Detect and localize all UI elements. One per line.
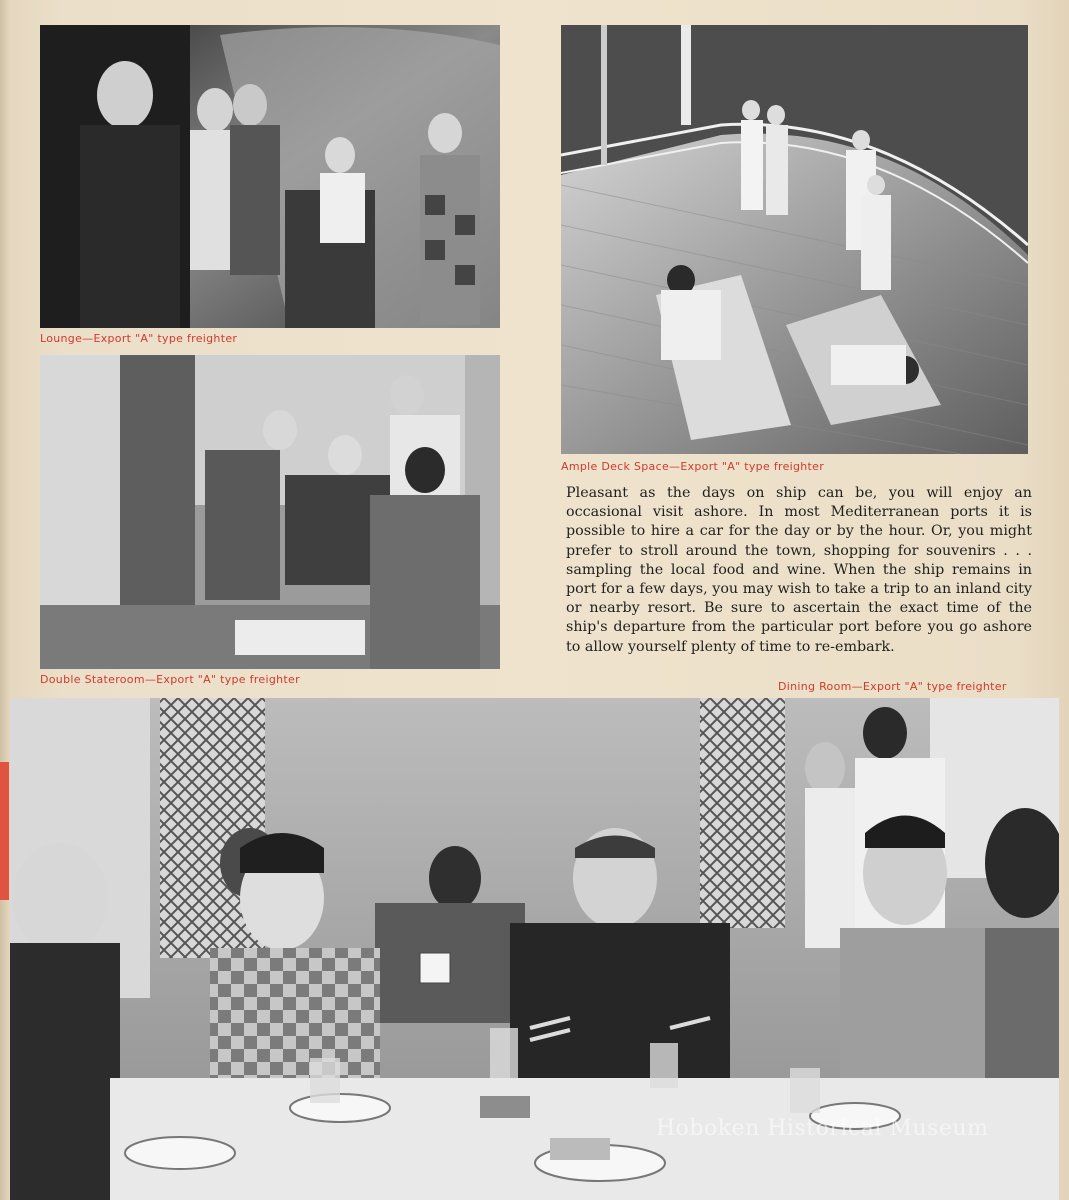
dining-room-caption: Dining Room—Export "A" type freighter [778,680,1007,693]
body-paragraph: Pleasant as the days on ship can be, you will enjoy an occasional visit ashore. In most Mediterranean ports it is possible to hire a car for the day or by the hour. Or, you might prefer to stroll around the town, shopping for souvenirs . . . sampling the local food and wine. When the ship remains in port for a few days, you may wish to take a trip to an inland city or nearby resort. Be sure to ascertain the exact time of the ship's departure from the particular port before you go ashore to allow yourself plenty of time to re-embark. [566,485,1032,655]
page-fold-shadow [0,0,10,1200]
lounge-caption: Lounge—Export "A" type freighter [40,332,238,345]
red-edge-tab [0,762,9,900]
lounge-photo [40,25,500,328]
deck-photo [561,25,1028,454]
museum-watermark: Hoboken Historical Museum [656,1116,989,1141]
double-stateroom-caption: Double Stateroom—Export "A" type freighter [40,673,300,686]
double-stateroom-photo [40,355,500,669]
deck-caption: Ample Deck Space—Export "A" type freighter [561,460,825,473]
